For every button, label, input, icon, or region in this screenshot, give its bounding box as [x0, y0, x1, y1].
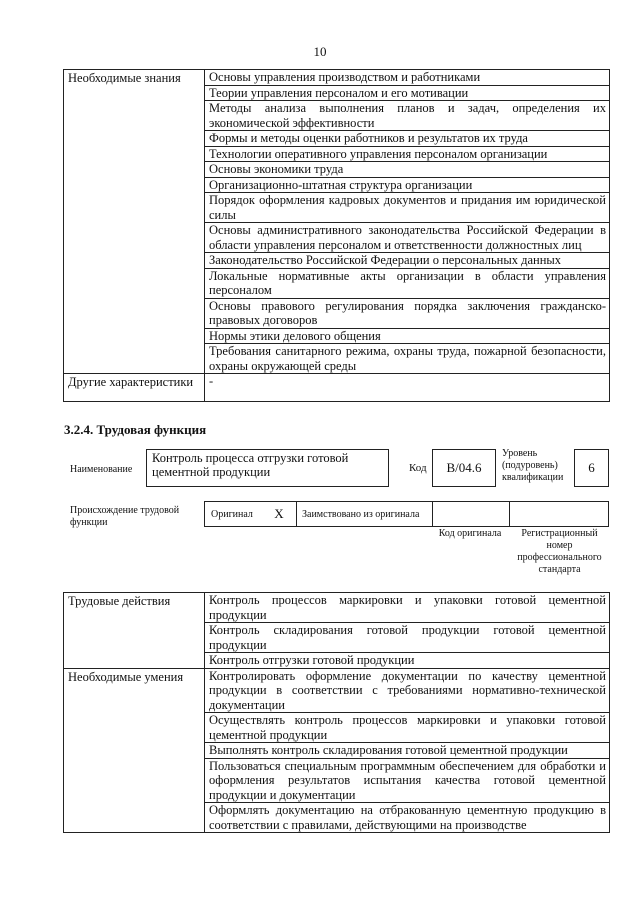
- knowledge-item: Методы анализа выполнения планов и задач, определения их экономической эффективности: [205, 101, 610, 131]
- knowledge-item: Основы управления производством и работниками: [205, 70, 610, 86]
- name-value: Контроль процесса отгрузки готовой цементной продукции: [146, 449, 389, 487]
- reg-caption: Регистрационный номер профессионального стандарта: [517, 528, 602, 575]
- skill-item: Выполнять контроль складирования готовой цементной продукции: [205, 743, 610, 759]
- actions-label: Трудовые действия: [64, 593, 205, 669]
- skills-label: Необходимые умения: [64, 668, 205, 833]
- code-value: B/04.6: [432, 449, 496, 487]
- knowledge-item: Нормы этики делового общения: [205, 328, 610, 344]
- name-label: Наименование: [70, 464, 133, 475]
- original-code-cell: [432, 502, 510, 526]
- original-mark: X: [262, 502, 297, 526]
- action-item: Контроль отгрузки готовой продукции: [205, 653, 610, 669]
- other-value: -: [205, 374, 610, 402]
- knowledge-item: Теории управления персоналом и его мотивации: [205, 85, 610, 101]
- actions-table: [63, 592, 610, 833]
- action-item: Контроль складирования готовой продукции готовой цементной продукции: [205, 623, 610, 653]
- knowledge-item: Основы правового регулирования порядка заключения гражданско-правовых договоров: [205, 298, 610, 328]
- original-label: Оригинал: [211, 509, 253, 520]
- other-label: Другие характеристики: [64, 374, 205, 402]
- knowledge-item: Порядок оформления кадровых документов и придания им юридической силы: [205, 193, 610, 223]
- page-number: 10: [313, 44, 327, 59]
- knowledge-item: Основы административного законодательства Российской Федерации в области управления персоналом и ответственности должностных лиц: [205, 223, 610, 253]
- borrowed-label: Заимствовано из оригинала: [302, 509, 420, 520]
- origin-label: Происхождение трудовой функции: [70, 505, 180, 528]
- code-label: Код: [409, 462, 427, 474]
- knowledge-item: Организационно-штатная структура организации: [205, 177, 610, 193]
- knowledge-label: Необходимые знания: [64, 70, 205, 374]
- action-item: Контроль процессов маркировки и упаковки готовой цементной продукции: [205, 593, 610, 623]
- skill-item: Оформлять документацию на отбракованную цементную продукцию в соответствии с правилами, действующими на производстве: [205, 803, 610, 833]
- skill-item: Осуществлять контроль процессов маркировки и упаковки готовой цементной продукции: [205, 713, 610, 743]
- level-label: Уровень (подуровень) квалификации: [502, 448, 564, 483]
- code-caption: Код оригинала: [438, 528, 502, 539]
- skill-item: Пользоваться специальным программным обеспечением для обработки и оформления результатов испытания качества готовой цементной продукции и документации: [205, 758, 610, 803]
- knowledge-item: Формы и методы оценки работников и результатов их труда: [205, 131, 610, 147]
- knowledge-item: Требования санитарного режима, охраны труда, пожарной безопасности, охраны окружающей среды: [205, 344, 610, 374]
- knowledge-table: [63, 69, 610, 402]
- section-heading: 3.2.4. Трудовая функция: [64, 422, 207, 437]
- knowledge-item: Законодательство Российской Федерации о персональных данных: [205, 253, 610, 269]
- level-value: 6: [574, 449, 609, 487]
- knowledge-item: Локальные нормативные акты организации в области управления персоналом: [205, 268, 610, 298]
- origin-row: [204, 501, 609, 527]
- skill-item: Контролировать оформление документации по качеству цементной продукции в соответствии с требованиями нормативно-технической документации: [205, 668, 610, 713]
- knowledge-item: Основы экономики труда: [205, 162, 610, 178]
- knowledge-item: Технологии оперативного управления персоналом организации: [205, 146, 610, 162]
